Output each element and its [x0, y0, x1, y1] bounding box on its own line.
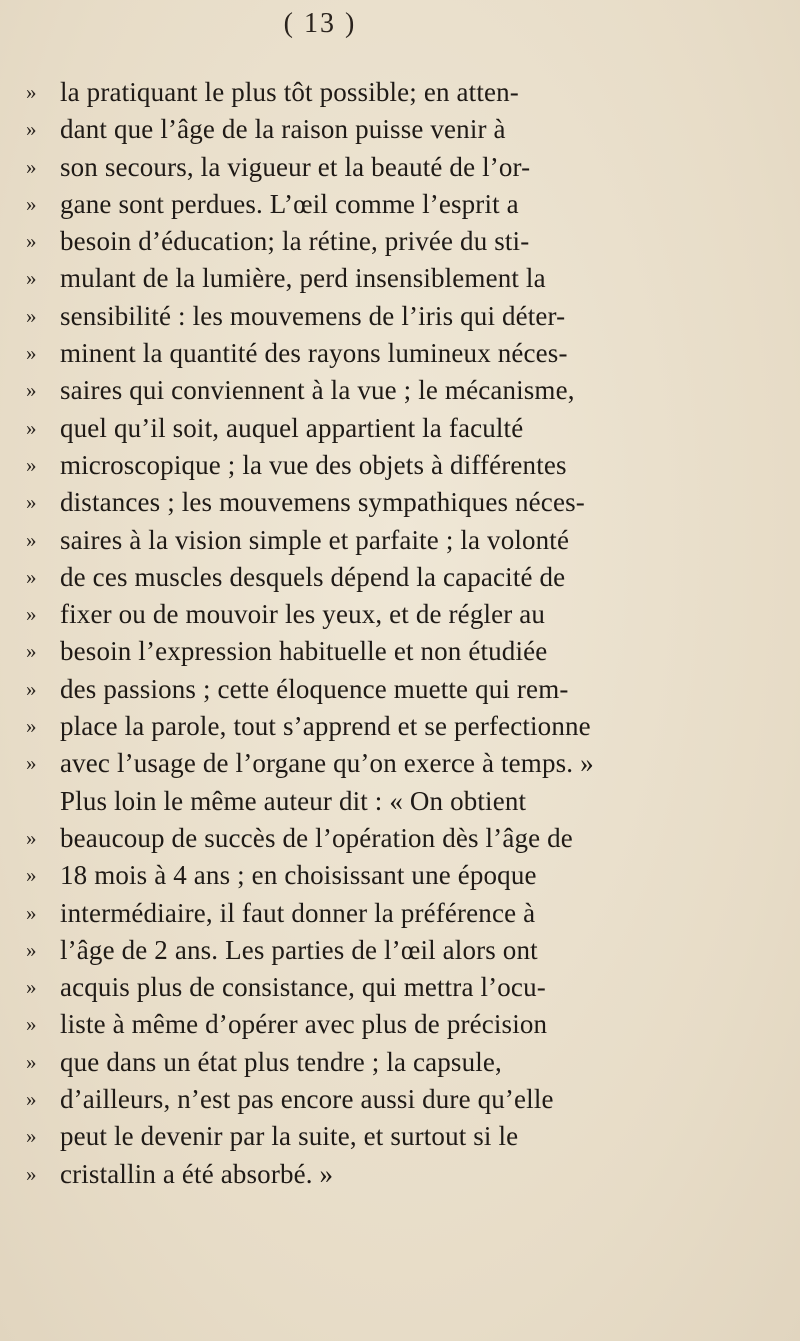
text-line [26, 335, 746, 372]
quote-mark: » [26, 714, 37, 739]
text-line [26, 857, 746, 894]
text-line [26, 111, 746, 148]
quote-mark: » [26, 80, 37, 104]
line-text: que dans un état plus tendre ; la capsule, [60, 1046, 502, 1077]
line-text: des passions ; cette éloquence muette qui rem- [60, 673, 569, 704]
line-text: son secours, la vigueur et la beauté de l’or- [60, 151, 531, 182]
quote-mark: » [26, 1161, 37, 1186]
line-text: besoin l’expression habituelle et non étudiée [60, 636, 548, 667]
line-text: de ces muscles desquels dépend la capacité de [60, 561, 566, 592]
quote-mark: » [26, 303, 37, 328]
line-text: liste à même d’opérer avec plus de précision [60, 1009, 548, 1040]
text-line [26, 372, 746, 409]
line-text: avec l’usage de l’organe qu’on exerce à temps. » [60, 748, 594, 779]
quote-mark: » [26, 1124, 37, 1149]
text-line [26, 596, 746, 633]
text-line [26, 522, 746, 559]
text-line [26, 671, 746, 708]
text-line [26, 298, 746, 335]
quote-mark: » [26, 452, 37, 477]
page-number: ( 13 ) [283, 8, 357, 39]
line-text: dant que l’âge de la raison puisse venir à [60, 114, 506, 145]
line-text: fixer ou de mouvoir les yeux, et de régler au [60, 599, 546, 630]
line-text: besoin d’éducation; la rétine, privée du sti- [60, 226, 530, 257]
text-line [26, 559, 746, 596]
text-line [26, 1044, 746, 1081]
text-line [26, 745, 746, 782]
text-line [26, 932, 746, 969]
line-text: Plus loin le même auteur dit : « On obtient [60, 785, 527, 816]
line-text: microscopique ; la vue des objets à différentes [60, 449, 567, 480]
quote-mark: » [26, 341, 37, 366]
text-line [26, 186, 746, 223]
quote-mark: » [26, 490, 37, 515]
quote-mark: » [26, 975, 37, 1000]
text-line [26, 260, 746, 297]
quote-mark: » [26, 191, 37, 216]
quote-mark: » [26, 863, 37, 888]
line-text: intermédiaire, il faut donner la préférence à [60, 897, 536, 928]
quote-mark: » [26, 676, 37, 701]
text-line [26, 447, 746, 484]
quote-mark: » [26, 1012, 37, 1037]
quote-mark: » [26, 154, 37, 179]
text-line [26, 783, 746, 820]
line-text: quel qu’il soit, auquel appartient la faculté [60, 412, 524, 443]
quote-mark: » [26, 1087, 37, 1112]
line-text: la pratiquant le plus tôt possible; en atten- [60, 77, 519, 107]
text-line [26, 895, 746, 932]
quote-mark: » [26, 117, 37, 142]
line-text: peut le devenir par la suite, et surtout si le [60, 1121, 519, 1152]
text-line [26, 410, 746, 447]
quote-mark: » [26, 527, 37, 552]
text-line [26, 633, 746, 670]
line-text: cristallin a été absorbé. » [60, 1158, 334, 1189]
text-line [26, 74, 746, 111]
line-text: mulant de la lumière, perd insensiblement la [60, 263, 546, 294]
line-text: l’âge de 2 ans. Les parties de l’œil alors ont [60, 934, 538, 965]
quote-mark: » [26, 564, 37, 589]
text-line [26, 149, 746, 186]
line-text: minent la quantité des rayons lumineux néces- [60, 338, 568, 369]
line-text: saires qui conviennent à la vue ; le mécanisme, [60, 375, 575, 406]
text-line [26, 223, 746, 260]
quote-mark: » [26, 415, 37, 440]
text-line [26, 1006, 746, 1043]
quote-mark: » [26, 825, 37, 850]
quote-mark: » [26, 378, 37, 403]
quote-mark: » [26, 751, 37, 776]
text-line [26, 708, 746, 745]
text-line [26, 1118, 746, 1155]
line-text: 18 mois à 4 ans ; en choisissant une époque [60, 860, 537, 891]
line-text: gane sont perdues. L’œil comme l’esprit a [60, 188, 519, 219]
text-line [26, 1081, 746, 1118]
text-line [26, 484, 746, 521]
line-text: beaucoup de succès de l’opération dès l’âge de [60, 822, 573, 853]
quote-mark: » [26, 266, 37, 291]
quote-mark: » [26, 229, 37, 254]
line-text: distances ; les mouvemens sympathiques néces- [60, 487, 585, 518]
line-text: saires à la vision simple et parfaite ; la volonté [60, 524, 570, 555]
body-text [26, 74, 746, 1193]
quote-mark: » [26, 937, 37, 962]
text-line [26, 820, 746, 857]
line-text: sensibilité : les mouvemens de l’iris qui déter- [60, 300, 566, 331]
quote-mark: » [26, 602, 37, 627]
quote-mark: » [26, 639, 37, 664]
quote-mark: » [26, 900, 37, 925]
quote-mark: » [26, 1049, 37, 1074]
text-line [26, 969, 746, 1006]
text-line [26, 1156, 746, 1193]
line-text: d’ailleurs, n’est pas encore aussi dure qu’elle [60, 1084, 554, 1115]
line-text: place la parole, tout s’apprend et se perfectionne [60, 711, 591, 742]
line-text: acquis plus de consistance, qui mettra l’ocu- [60, 972, 546, 1003]
